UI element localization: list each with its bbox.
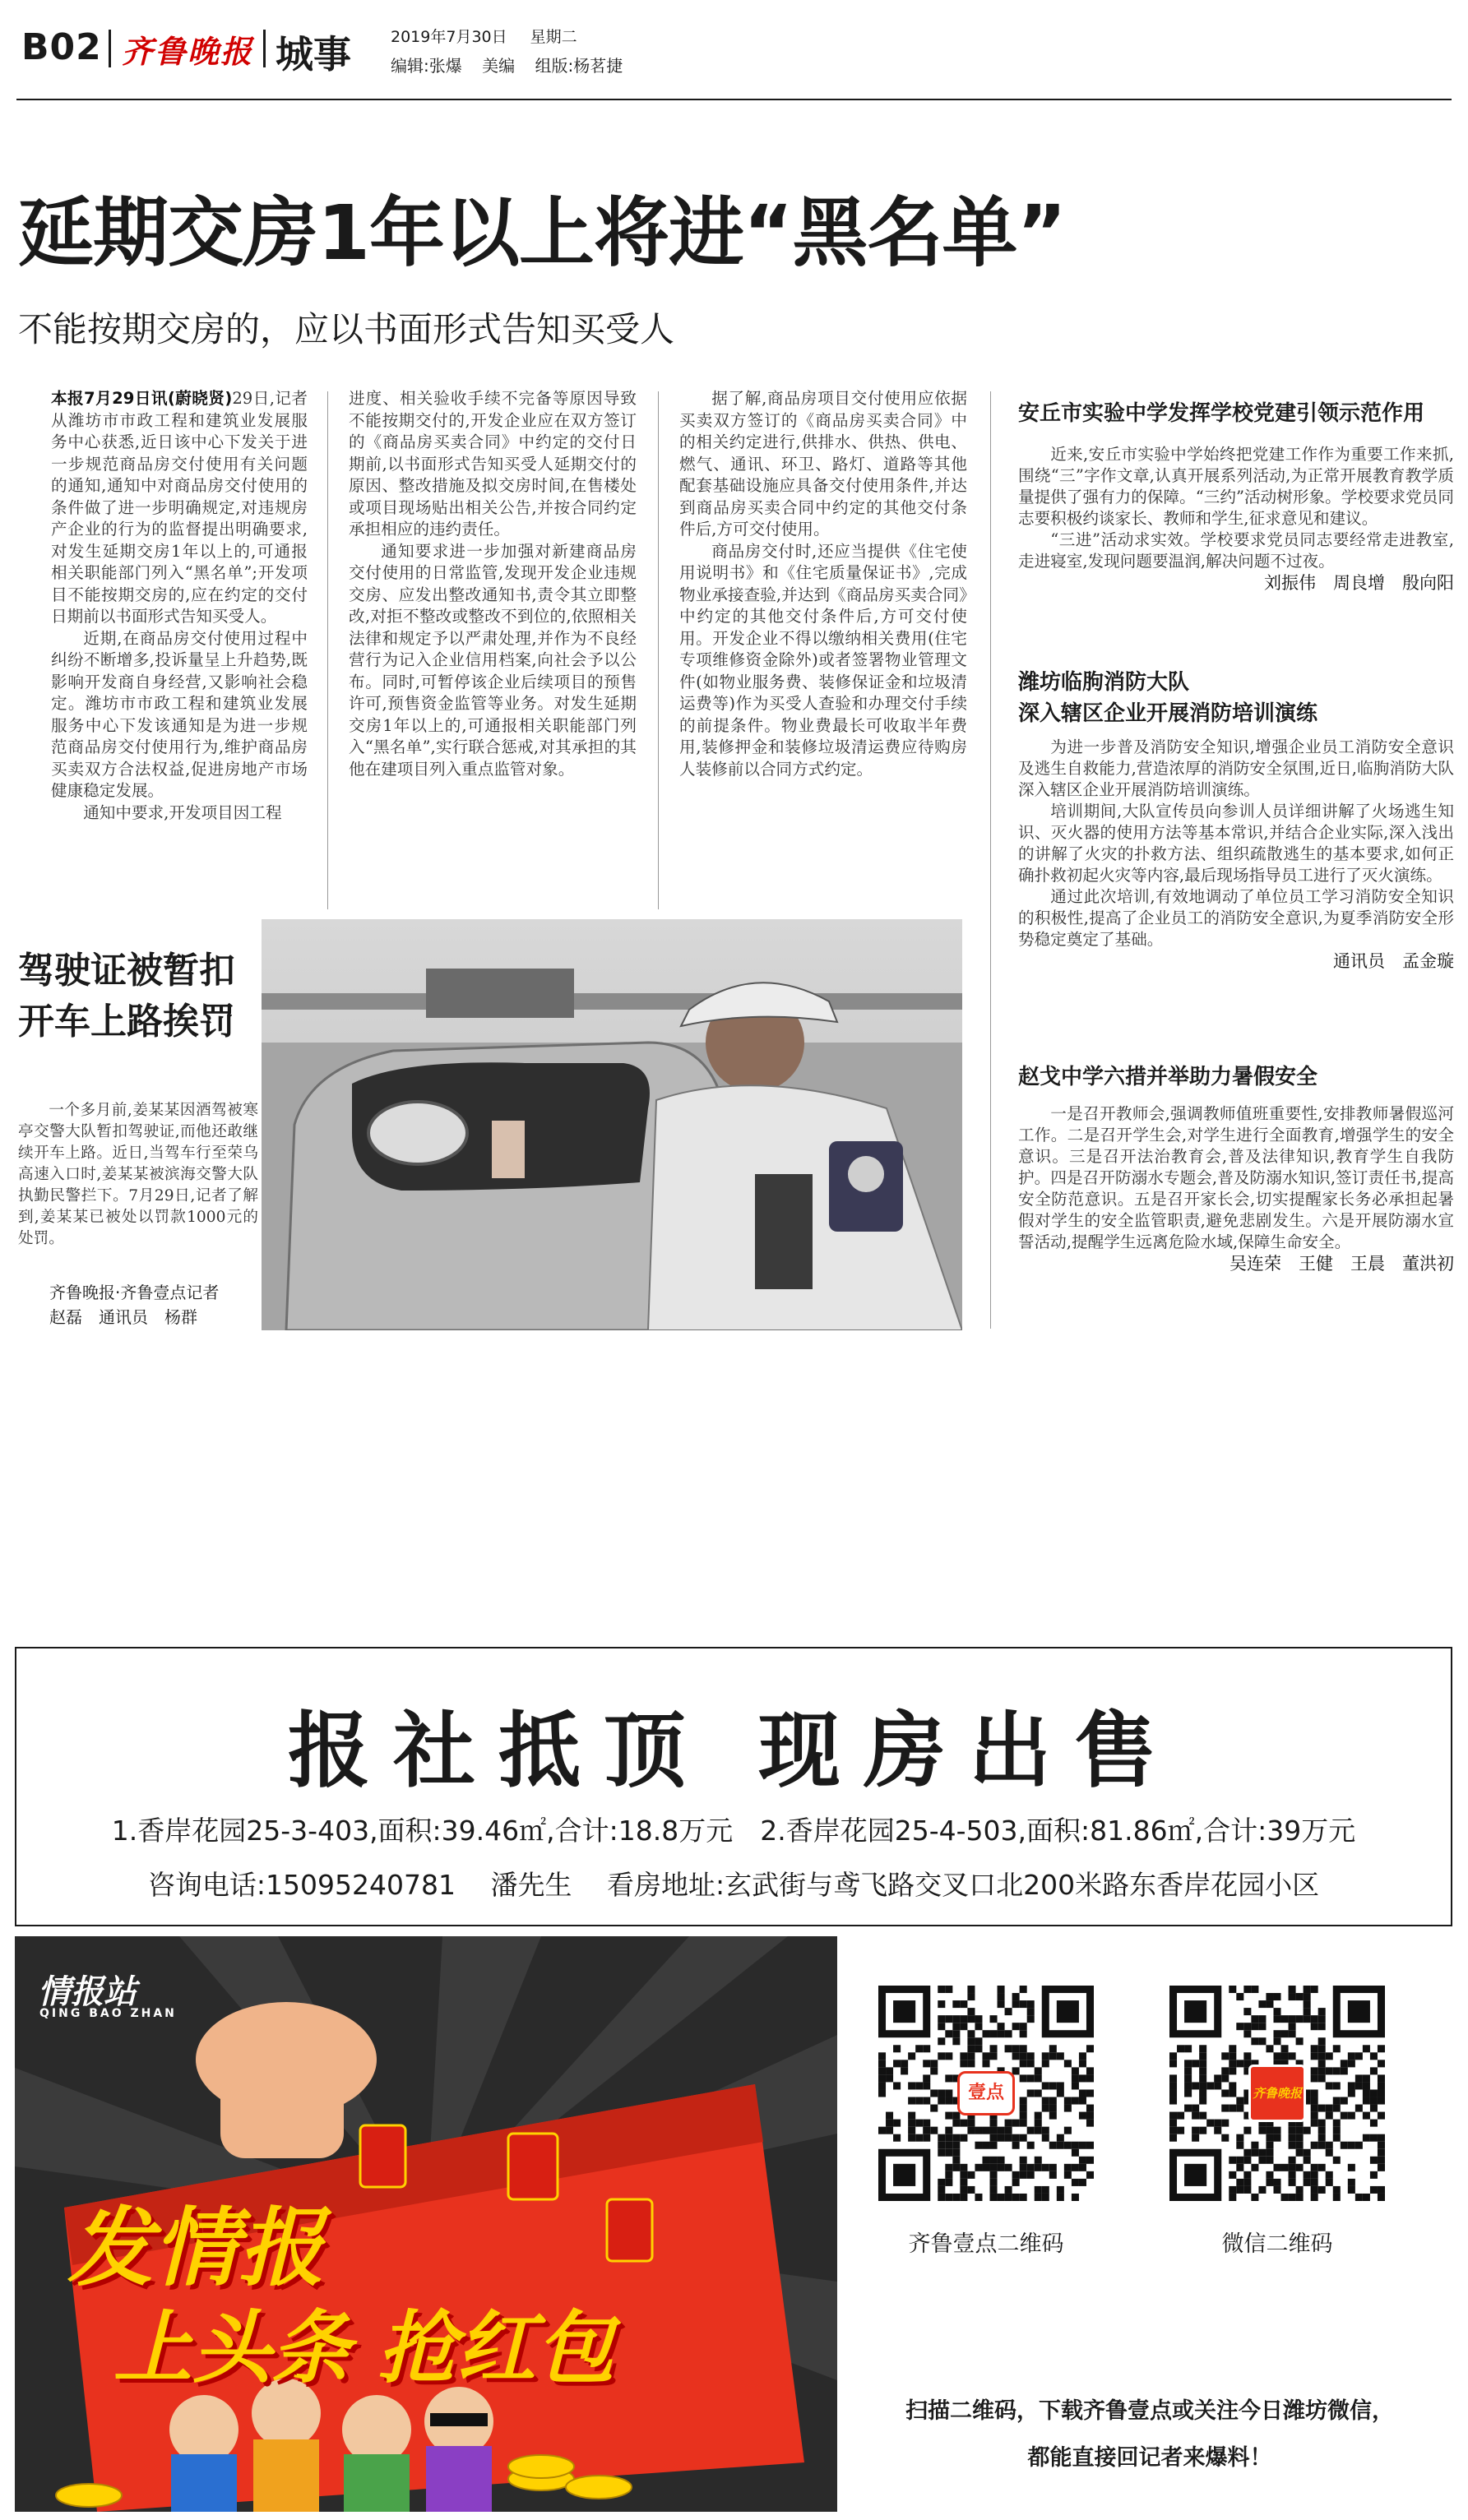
poster-slogan-1: 发情报 (67, 2198, 325, 2298)
housing-sale-ad (15, 1647, 1452, 1926)
dateline: 本报7月29日讯(蔚晓贤) (51, 389, 233, 408)
credit-line: 赵磊 通讯员 杨群 (49, 1307, 197, 1327)
article-column-1 (51, 388, 308, 911)
credit-line: 齐鲁晚报·齐鲁壹点记者 (49, 1283, 220, 1302)
brief-body-1 (1018, 444, 1454, 594)
article-paragraph: 进度、相关验收手续不完备等原因导致不能按期交付的,开发企业应在双方签订的《商品房买卖合同》中约定的交付日期前,以书面形式告知买受人延期交付的原因、整改措施及拟交房时间,在售楼处或项目现场贴出相关公告,并按合同约定承担相应的违约责任。 (349, 389, 637, 539)
photo-story-title-line: 驾驶证被暂扣 (18, 950, 235, 992)
poster-slogan-2: 上头条 抢红包 (113, 2302, 615, 2394)
brief-title-1: 安丘市实验中学发挥学校党建引领示范作用 (1018, 401, 1425, 426)
brief-byline-3: 吴连荣 王健 王晨 董洪初 (1230, 1254, 1454, 1274)
brief-byline-1: 刘振伟 周良增 殷向阳 (1264, 573, 1454, 593)
newspaper-logo: 齐鲁晚报 (122, 33, 254, 70)
wechat-qr-code[interactable] (1169, 1986, 1385, 2201)
photo-story-title-line: 开车上路挨罚 (18, 1001, 235, 1043)
main-subhead: 不能按期交房的，应以书面形式告知买受人 (18, 309, 675, 349)
brief-paragraph: 为进一步普及消防安全知识,增强企业员工消防安全意识及逃生自救能力,营造浓厚的消防安全氛围,近日,临朐消防大队深入辖区企业开展消防培训演练。 (1018, 738, 1454, 799)
brief-body-2 (1018, 737, 1454, 972)
article-column-2 (349, 388, 637, 911)
photo-story-paragraph: 一个多月前,姜某某因酒驾被寒亭交警大队暂扣驾驶证,而他还敢继续开车上路。近日,当驾车行至荣乌高速入口时,姜某某被滨海交警大队执勤民警拦下。7月29日,记者了解到,姜某某已被处以罚款1000元的处罚。 (18, 1102, 258, 1247)
housing-ad-title-left: 报社抵顶 (288, 1703, 709, 1799)
photo-story-credit (49, 1280, 219, 1329)
masthead-rule (16, 99, 1452, 100)
section-name: 城事 (276, 32, 351, 76)
brief-byline-2: 通讯员 孟金璇 (1333, 951, 1454, 971)
article-column-3 (679, 388, 967, 911)
housing-ad-contact-name: 潘先生 (490, 1869, 572, 1901)
tips-poster-ad (15, 1936, 837, 2512)
newspaper-logo-icon: 齐鲁晚报 (1248, 2065, 1306, 2122)
masthead-divider (109, 30, 111, 67)
article-paragraph: 近期,在商品房交付使用过程中纠纷不断增多,投诉量呈上升趋势,既影响开发商自身经营,又影响社会稳定。潍坊市市政工程和建筑业发展服务中心下发该通知是为进一步规范商品房交付使用行为,维护商品房买卖双方合法权益,促进房地产市场健康稳定发展。 (51, 628, 308, 800)
poster-brand-pinyin: QING BAO ZHAN (39, 2007, 177, 2020)
housing-ad-title (16, 1685, 1451, 1803)
masthead-divider (263, 30, 266, 67)
brief-title-2a: 潍坊临朐消防大队 (1018, 670, 1190, 695)
editor: 编辑:张爆 (391, 56, 462, 76)
qr2-caption: 微信二维码 (1221, 2231, 1333, 2257)
housing-ad-phone: 咨询电话:15095240781 (147, 1869, 456, 1901)
poster-brand: 情报站 (38, 1973, 137, 2011)
article-paragraph: 据了解,商品房项目交付使用应依据买卖双方签订的《商品房买卖合同》中的相关约定进行,供排水、供热、供电、燃气、通讯、环卫、路灯、道路等其他配套基础设施应具备交付使用条件,并达到商品房买卖合同中约定的其他交付条件后,方可交付使用。 (679, 389, 967, 539)
housing-ad-contact (16, 1864, 1451, 1903)
brief-paragraph: 通过此次培训,有效地调动了单位员工学习消防安全知识的积极性,提高了企业员工的消防安全意识,为夏季消防安全形势稳定奠定了基础。 (1018, 887, 1454, 949)
brief-title-3: 赵戈中学六措并举助力暑假安全 (1018, 1065, 1318, 1089)
housing-ad-address: 看房地址:玄武街与鸢飞路交叉口北200米路东香岸花园小区 (606, 1869, 1320, 1901)
traffic-police-photo-illustration (262, 919, 962, 1330)
qr-code-panel (847, 1936, 1452, 2512)
brief-paragraph: 一是召开教师会,强调教师值班重要性,安排教师暑假巡河工作。二是召开学生会,对学生进行全面教育,增强学生的安全意识。三是召开法治教育会,普及法律知识,教育学生自我防护。四是召开防溺水专题会,普及防溺水知识,签订责任书,提高安全防范意识。五是召开家长会,切实提醒家长务必承担起暑假对学生的安全监管职责,避免悲剧发生。六是开展防溺水宣誓活动,提醒学生远离危险水域,保障生命安全。 (1018, 1104, 1454, 1251)
qr1-caption: 齐鲁壹点二维码 (908, 2231, 1064, 2257)
qilu-yidian-qr-code[interactable] (878, 1986, 1094, 2201)
masthead (16, 18, 1452, 81)
layout-editor: 组版:杨茗捷 (535, 56, 623, 76)
yidian-logo-icon: 壹点 (957, 2071, 1015, 2115)
page-number: B02 (21, 26, 102, 68)
qr-footer-line-1: 扫描二维码，下载齐鲁壹点或关注今日潍坊微信， (905, 2398, 1394, 2424)
brief-paragraph: 近来,安丘市实验中学始终把党建工作作为重要工作来抓,围绕“三”字作文章,认真开展系列活动,为正常开展教育教学质量提供了强有力的保障。“三约”活动树形象。学校要求党员同志要积极约谈家长、教师和学生,征求意见和建议。 (1018, 445, 1454, 528)
column-rule (990, 391, 991, 1329)
housing-ad-title-right: 现房出售 (758, 1703, 1179, 1799)
brief-paragraph: “三进”活动求实效。学校要求党员同志要经常走进教室,走进寝室,发现问题要温润,解决问题不过夜。 (1018, 530, 1454, 571)
issue-weekday: 星期二 (530, 28, 577, 46)
editor-line (391, 53, 637, 76)
photo-story-body (18, 1100, 258, 1250)
column-rule (658, 391, 659, 909)
news-photo (262, 919, 962, 1330)
main-headline: 延期交房1年以上将进“黑名单” (18, 189, 1066, 277)
article-paragraph: 商品房交付时,还应当提供《住宅使用说明书》和《住宅质量保证书》,完成物业承接查验,并达到《商品房买卖合同》中约定的其他交付条件后,方可交付使用。开发企业不得以缴纳相关费用(住宅专项维修资金除外)或者签署物业管理文件(如物业服务费、装修保证金和垃圾清运费等)作为买受人查验和办理交付手续的前提条件。物业费最长可收取半年费用,装修押金和装修垃圾清运费应待购房人装修前以合同方式约定。 (679, 541, 967, 779)
article-paragraph: 通知要求进一步加强对新建商品房交付使用的日常监管,发现开发企业违规交房、应发出整改通知书,责令其立即整改,对拒不整改或整改不到位的,依照相关法律和规定予以严肃处理,并作为不良经营行为记入企业信用档案,向社会予以公布。同时,可暂停该企业后续项目的预售许可,预售资金监管等业务。对发生延期交房1年以上的,可通报相关职能部门列入“黑名单”,实行联合惩戒,对其承担的其他在建项目列入重点监管对象。 (349, 541, 637, 779)
article-paragraph: 通知中要求,开发项目因工程 (83, 802, 282, 822)
issue-date: 2019年7月30日 (391, 28, 507, 46)
article-paragraph: 本报7月29日讯(蔚晓贤)29日,记者从潍坊市市政工程和建筑业发展服务中心获悉,近日该中心下发关于进一步规范商品房交付使用有关问题的通知,通知中对商品房交付使用的条件做了进一步明确规定,对违规房产企业的行为的监督提出明确要求,对发生延期交房1年以上的,可通报相关职能部门列入“黑名单”;开发项目不能按期交房的,应在约定的交付日期前以书面形式告知买受人。 (51, 389, 308, 626)
brief-body-3 (1018, 1103, 1454, 1274)
brief-paragraph: 培训期间,大队宣传员向参训人员详细讲解了火场逃生知识、灭火器的使用方法等基本常识,并结合企业实际,深入浅出的讲解了火灾的扑救方法、组织疏散逃生的基本要求,如何正确扑救初起火灾等内容,最后现场指导员工进行了灭火演练。 (1018, 802, 1454, 885)
column-rule (327, 391, 328, 909)
housing-ad-listings: 1.香岸花园25-3-403,面积:39.46㎡,合计:18.8万元 2.香岸花园25-4-503,面积:81.86㎡,合计:39万元 (111, 1815, 1356, 1847)
qr-footer-line-2: 都能直接回记者来爆料！ (1027, 2445, 1272, 2471)
brief-title-2b: 深入辖区企业开展消防培训演练 (1018, 701, 1318, 726)
issue-date-line (391, 25, 595, 47)
designer: 美编 (482, 56, 516, 76)
photo-story-title (18, 946, 235, 1047)
